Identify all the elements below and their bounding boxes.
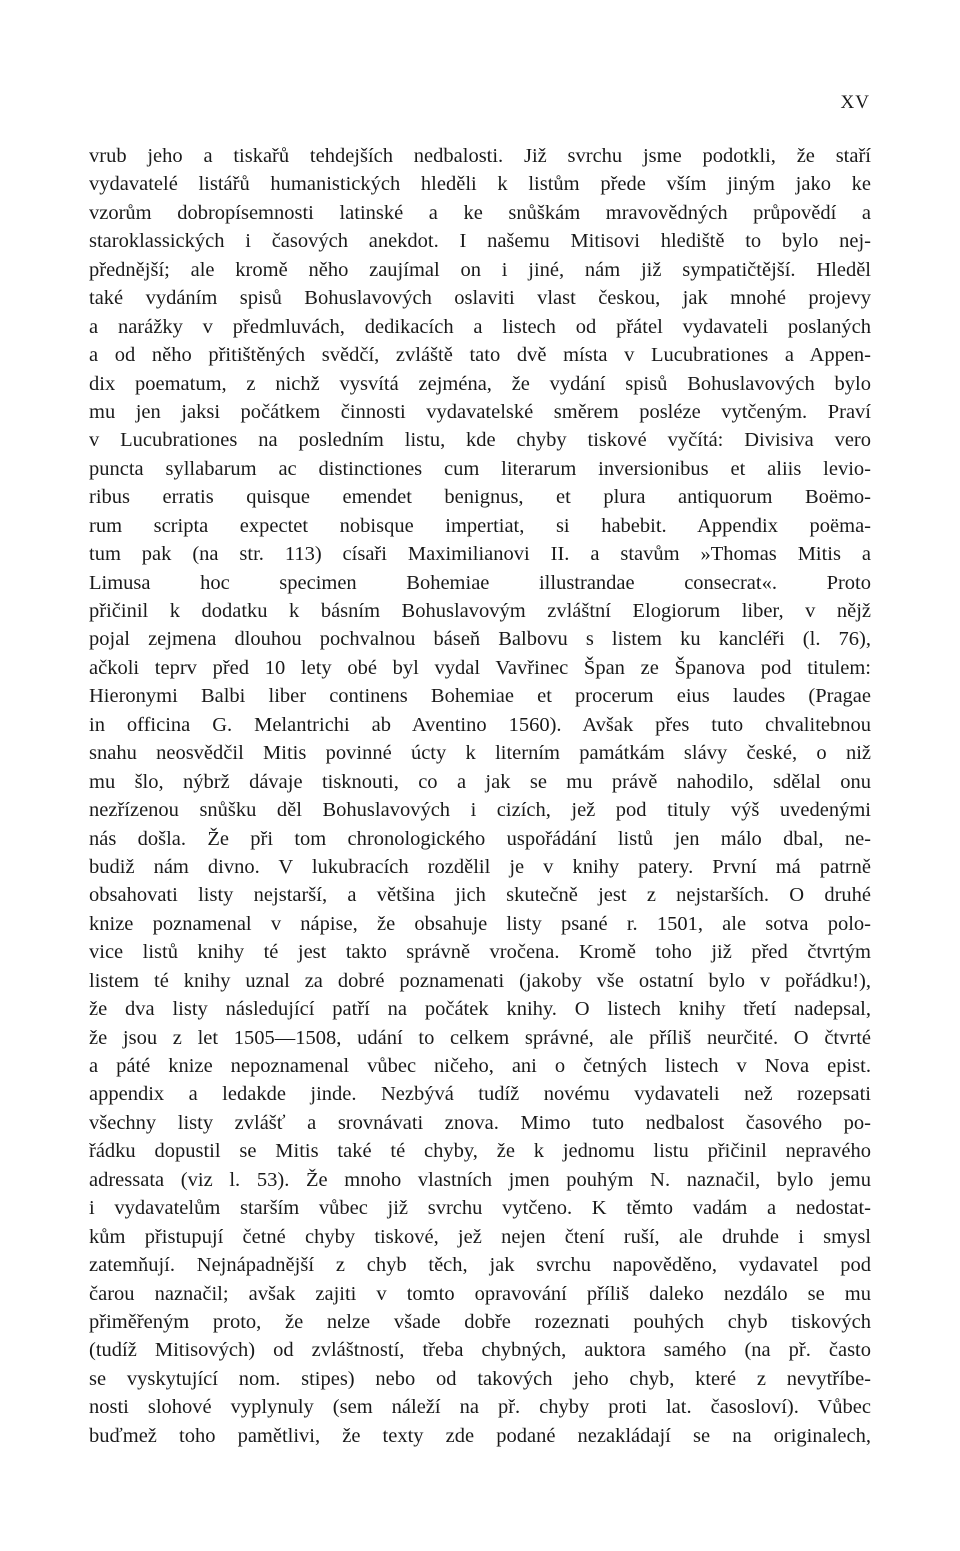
text-line: Hieronymi Balbi liber continens Bohemiae et procerum eius laudes (Pragae bbox=[89, 685, 871, 708]
text-line: vzorům dobropísemnosti latinské a ke snůškám mravovědných průpovědí a bbox=[89, 201, 871, 224]
text-line: ribus erratis quisque emendet benignus, et plura antiquorum Boëmo- bbox=[89, 486, 871, 509]
text-line: vice listů knihy té jest takto správně vročena. Kromě toho již před čtvrtým bbox=[89, 941, 871, 964]
text-line: že jsou z let 1505—1508, udání to celkem správné, ale příliš neurčité. O čtvrté bbox=[89, 1026, 871, 1049]
text-line: tum pak (na str. 113) císaři Maximilianovi II. a stavům »Thomas Mitis a bbox=[89, 543, 871, 566]
text-line: appendix a ledakde jinde. Nezbývá tudíž novému vydavateli než rozepsati bbox=[89, 1083, 871, 1106]
text-line: Limusa hoc specimen Bohemiae illustrandae consecrat«. Proto bbox=[89, 571, 871, 594]
text-line: obsahovati listy nejstarší, a většina jich skutečně jest z nejstarších. O druhé bbox=[89, 884, 871, 907]
text-line: budiž nám divno. V lukubracích rozdělil je v knihy patery. První má patrně bbox=[89, 855, 871, 878]
text-line: in officina G. Melantrichi ab Aventino 1560). Avšak přes tuto chvalitebnou bbox=[89, 713, 871, 736]
text-line: vydavatelé listářů humanistických hleděli k listům přede vším jiným jako ke bbox=[89, 173, 871, 196]
text-line: i vydavatelům starším vůbec již svrchu vytčeno. K těmto vadám a nedostat- bbox=[89, 1197, 871, 1220]
text-line: přiměřeným proto, že nelze všade dobře rozeznati pouhých chyb tiskových bbox=[89, 1310, 871, 1333]
text-line: rum scripta expectet nobisque impertiat, si habebit. Appendix poëma- bbox=[89, 514, 871, 537]
page-number: XV bbox=[840, 92, 870, 113]
text-line: v Lucubrationes na posledním listu, kde chyby tiskové vyčítá: Divisiva vero bbox=[89, 429, 871, 452]
text-line: všechny listy zvlášť a srovnávati znova. Mimo tuto nedbalost časového po- bbox=[89, 1111, 871, 1134]
text-line: knize poznamenal v nápise, že obsahuje listy psané r. 1501, ale sotva polo- bbox=[89, 912, 871, 935]
text-line: a narážky v předmluvách, dedikacích a listech od přátel vydavateli poslaných bbox=[89, 315, 871, 338]
text-line: mu jen jaksi počátkem činnosti vydavatelské směrem posléze vytčeným. Praví bbox=[89, 400, 871, 423]
text-line: zatemňují. Nejnápadnější z chyb těch, jak svrchu napověděno, vydavatel pod bbox=[89, 1254, 871, 1277]
text-line: listem té knihy uznal za dobré poznamenati (jakoby vše ostatní bylo v pořádku!), bbox=[89, 969, 871, 992]
text-line: přičinil k dodatku k básním Bohuslavovým zvláštní Elogiorum liber, v nějž bbox=[89, 600, 871, 622]
text-line: mu šlo, nýbrž dávaje tisknouti, co a jak se mu právě nahodilo, sdělal onu bbox=[89, 770, 871, 793]
text-line: nás došla. Že při tom chronologického uspořádání listů jen málo dbal, ne- bbox=[89, 827, 871, 850]
text-line: adressata (viz l. 53). Že mnoho vlastních jmen pouhým N. naznačil, bylo jemu bbox=[89, 1168, 871, 1191]
text-line: nosti slohové vyplynuly (sem náleží na př. chyby proti lat. časosloví). Vůbec bbox=[89, 1396, 871, 1419]
text-line: snahu neosvědčil Mitis povinné úcty k literním památkám slávy české, o niž bbox=[89, 742, 871, 765]
text-line: vrub jeho a tiskařů tehdejších nedbalosti. Již svrchu jsme podotkli, že staří bbox=[89, 145, 871, 167]
text-line: kům přistupují četné chyby tiskové, jež nejen čtení ruší, ale druhde i smysl bbox=[89, 1225, 871, 1248]
text-line: buďmež toho pamětlivi, že texty zde podané nezakládají se na originalech, bbox=[89, 1424, 871, 1447]
text-line: dix poematum, z nichž vysvítá zejména, že vydání spisů Bohuslavových bylo bbox=[89, 372, 871, 395]
text-line: a od něho přitištěných svědčí, zvláště tato dvě místa v Lucubrationes a Appen- bbox=[89, 344, 871, 367]
text-line: ačkoli teprv před 10 lety obé byl vydal Vavřinec Špan ze Španova pod titulem: bbox=[89, 656, 871, 679]
text-line: se vyskytující nom. stipes) nebo od takových jeho chyb, které z nevytříbe- bbox=[89, 1367, 871, 1390]
text-line: a páté knize nepoznamenal vůbec ničeho, ani o četných listech v Nova epist. bbox=[89, 1055, 871, 1077]
text-line: přednější; ale kromě něho zaujímal on i jiné, nám již sympatičtější. Hleděl bbox=[89, 258, 871, 281]
text-line: také vydáním spisů Bohuslavových oslaviti vlast českou, jak mnohé projevy bbox=[89, 287, 871, 310]
text-line: čarou naznačil; avšak zajiti v tomto opravování příliš daleko nezdálo se mu bbox=[89, 1282, 871, 1305]
text-line: (tudíž Mitisových) od zvláštností, třeba chybných, auktora samého (na př. často bbox=[89, 1339, 871, 1362]
text-line: puncta syllabarum ac distinctiones cum literarum inversionibus et aliis levio- bbox=[89, 457, 871, 480]
text-line: nezřízenou snůšku děl Bohuslavových i cizích, jež pod tituly výš uvedenými bbox=[89, 799, 871, 822]
body-text bbox=[89, 142, 871, 1450]
text-line: staroklassických i časových anekdot. I našemu Mitisovi hlediště to bylo nej- bbox=[89, 230, 871, 253]
text-line: že dva listy následující patří na počátek knihy. O listech knihy třetí nadepsal, bbox=[89, 998, 871, 1021]
text-line: řádku dopustil se Mitis také té chyby, že k jednomu listu přičinil nepravého bbox=[89, 1140, 871, 1163]
text-line: pojal zejmena dlouhou pochvalnou báseň Balbovu s listem ku kancléři (l. 76), bbox=[89, 628, 871, 651]
